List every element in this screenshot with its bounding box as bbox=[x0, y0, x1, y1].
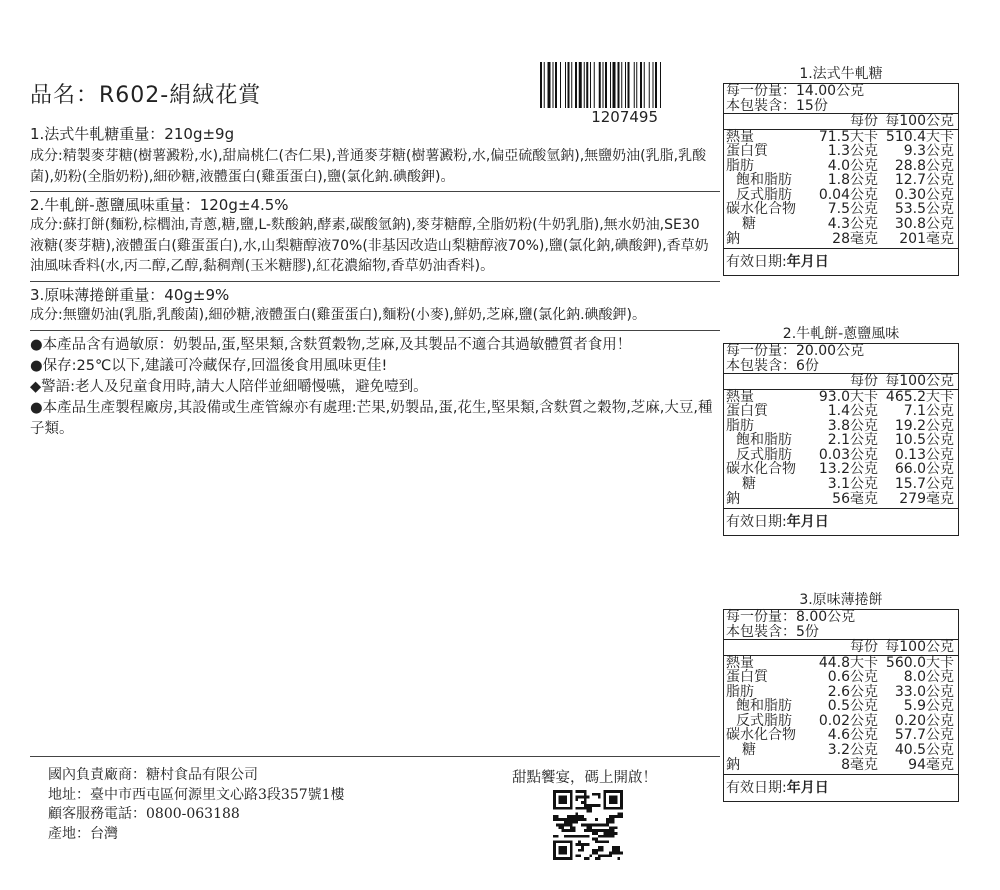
nutrient-name: 熱量 bbox=[726, 128, 754, 145]
per-100g-value: 465.2大卡 bbox=[885, 388, 954, 405]
per-100g-value: 19.2公克 bbox=[894, 417, 954, 434]
per-serving-value: 0.02公克 bbox=[818, 712, 878, 729]
nutrition-row bbox=[724, 232, 958, 247]
nutrient-name: 碳水化合物 bbox=[726, 201, 796, 218]
divider bbox=[30, 281, 720, 282]
per-serving-value: 93.0大卡 bbox=[818, 388, 878, 405]
qr-code-image bbox=[553, 790, 623, 860]
servings-per-package: 本包裝含：15份 bbox=[724, 99, 958, 115]
nutrient-name: 飽和脂肪 bbox=[736, 432, 792, 449]
servings-per-package: 本包裝含：6份 bbox=[724, 359, 958, 375]
per-100g-value: 0.20公克 bbox=[894, 712, 954, 729]
nutrition-row bbox=[724, 144, 958, 159]
allergen-warning: ●本產品含有過敏原：奶製品,蛋,堅果類,含麩質穀物,芝麻,及其製品不適合其過敏體質者食用！ bbox=[30, 337, 632, 353]
nutrient-name: 蛋白質 bbox=[726, 143, 768, 160]
nutrient-name: 鈉 bbox=[726, 490, 740, 507]
per-100g-value: 33.0公克 bbox=[894, 683, 954, 700]
expiry-date bbox=[724, 775, 958, 801]
per-serving-value: 28毫克 bbox=[832, 230, 878, 247]
per-100g-value: 8.0公克 bbox=[903, 669, 954, 686]
per-serving-value: 13.2公克 bbox=[818, 461, 878, 478]
panel-title: 2.牛軋餅-蔥鹽風味 bbox=[782, 326, 900, 342]
nutrient-name: 蛋白質 bbox=[726, 403, 768, 420]
barcode-image bbox=[540, 62, 712, 108]
nutrition-panel-3 bbox=[723, 592, 959, 802]
nutrient-name: 糖 bbox=[742, 476, 756, 493]
per-serving-value: 0.6公克 bbox=[827, 669, 878, 686]
serving-size: 每一份量：14.00公克 bbox=[726, 83, 865, 99]
per-serving-value: 71.5大卡 bbox=[818, 128, 878, 145]
panel-title: 3.原味薄捲餅 bbox=[799, 592, 883, 608]
per-serving-value: 1.4公克 bbox=[827, 403, 878, 420]
servings-per-package: 本包裝含：5份 bbox=[724, 625, 958, 641]
ingredient-2-title: 2.牛軋餅-蔥鹽風味重量：120g±4.5% bbox=[30, 196, 289, 214]
per-serving-value: 0.04公克 bbox=[818, 186, 878, 203]
per-serving-value: 7.5公克 bbox=[827, 201, 878, 218]
ingredients-section bbox=[30, 124, 720, 440]
per-serving-header: 每份 bbox=[850, 113, 878, 129]
nutrition-row bbox=[724, 390, 958, 405]
expiry-date bbox=[724, 509, 958, 535]
nutrition-header-row bbox=[724, 374, 958, 390]
nutrient-name: 糖 bbox=[742, 742, 756, 759]
nutrient-name: 蛋白質 bbox=[726, 669, 768, 686]
per-100g-value: 510.4大卡 bbox=[885, 128, 954, 145]
nutrient-name: 脂肪 bbox=[726, 683, 754, 700]
per-serving-value: 3.2公克 bbox=[827, 742, 878, 759]
nutrition-panel-2 bbox=[723, 326, 959, 536]
per-100g-value: 30.8公克 bbox=[894, 216, 954, 233]
nutrition-header-row bbox=[724, 640, 958, 656]
per-100g-value: 94毫克 bbox=[908, 756, 954, 773]
nutrition-row bbox=[724, 404, 958, 419]
per-serving-value: 4.0公克 bbox=[827, 157, 878, 174]
divider bbox=[30, 330, 720, 331]
per-100g-value: 279毫克 bbox=[899, 490, 954, 507]
ingredient-1-title: 1.法式牛軋糖重量：210g±9g bbox=[30, 125, 235, 143]
nutrition-row bbox=[724, 670, 958, 685]
per-serving-value: 1.3公克 bbox=[827, 143, 878, 160]
nutrient-name: 碳水化合物 bbox=[726, 461, 796, 478]
nutrition-row bbox=[724, 130, 958, 145]
nutrition-row bbox=[724, 173, 958, 188]
ingredient-3-title: 3.原味薄捲餅重量：40g±9% bbox=[30, 285, 230, 304]
nutrition-row bbox=[724, 477, 958, 492]
nutrition-row bbox=[724, 699, 958, 714]
manufacturer-address: 地址：臺中市西屯區何源里文心路3段357號1樓 bbox=[48, 786, 345, 803]
per-100g-value: 10.5公克 bbox=[894, 432, 954, 449]
nutrition-table bbox=[723, 609, 959, 802]
per-100g-value: 57.7公克 bbox=[894, 727, 954, 744]
expiry-value: 年月日 bbox=[786, 780, 829, 797]
per-100g-header: 每100公克 bbox=[885, 373, 954, 389]
per-100g-value: 7.1公克 bbox=[903, 403, 954, 420]
per-serving-value: 56毫克 bbox=[832, 490, 878, 507]
nutrition-row bbox=[724, 217, 958, 232]
nutrient-name: 碳水化合物 bbox=[726, 727, 796, 744]
nutrition-row bbox=[724, 492, 958, 507]
nutrient-name: 飽和脂肪 bbox=[736, 698, 792, 715]
nutrient-name: 反式脂肪 bbox=[736, 712, 792, 729]
nutrient-name: 反式脂肪 bbox=[736, 446, 792, 463]
nutrition-rows bbox=[724, 130, 958, 250]
per-100g-header: 每100公克 bbox=[885, 113, 954, 129]
nutrient-name: 熱量 bbox=[726, 654, 754, 671]
per-serving-value: 1.8公克 bbox=[827, 172, 878, 189]
expiry-date bbox=[724, 249, 958, 275]
nutrition-table bbox=[723, 343, 959, 536]
product-name bbox=[30, 78, 261, 109]
per-serving-value: 3.8公克 bbox=[827, 417, 878, 434]
per-serving-value: 3.1公克 bbox=[827, 476, 878, 493]
per-serving-header: 每份 bbox=[850, 639, 878, 655]
nutrition-rows bbox=[724, 390, 958, 510]
per-serving-value: 4.3公克 bbox=[827, 216, 878, 233]
nutrition-row bbox=[724, 743, 958, 758]
nutrition-row bbox=[724, 758, 958, 773]
per-100g-value: 12.7公克 bbox=[894, 172, 954, 189]
per-serving-value: 44.8大卡 bbox=[818, 654, 878, 671]
serving-size: 每一份量：8.00公克 bbox=[726, 609, 856, 625]
slogan: 甜點饗宴，碼上開啟！ bbox=[512, 770, 657, 786]
product-name-value: R602-絹絨花賞 bbox=[99, 83, 262, 108]
choking-warning: ◆警語:老人及兒童食用時,請大人陪伴並細嚼慢嚥，避免噎到。 bbox=[30, 379, 428, 395]
storage-note: ●保存:25℃以下,建議可冷藏保存,回溫後食用風味更佳! bbox=[30, 358, 388, 374]
barcode-number: 1207495 bbox=[591, 108, 658, 126]
per-100g-header: 每100公克 bbox=[885, 639, 954, 655]
product-name-label: 品名： bbox=[30, 83, 100, 108]
nutrient-name: 鈉 bbox=[726, 230, 740, 247]
nutrient-name: 反式脂肪 bbox=[736, 186, 792, 203]
per-100g-value: 28.8公克 bbox=[894, 157, 954, 174]
per-100g-value: 53.5公克 bbox=[894, 201, 954, 218]
per-100g-value: 560.0大卡 bbox=[885, 654, 954, 671]
nutrition-row bbox=[724, 433, 958, 448]
per-100g-value: 5.9公克 bbox=[903, 698, 954, 715]
nutrient-name: 熱量 bbox=[726, 388, 754, 405]
serving-size: 每一份量：20.00公克 bbox=[726, 343, 865, 359]
per-100g-value: 9.3公克 bbox=[903, 143, 954, 160]
per-serving-value: 4.6公克 bbox=[827, 727, 878, 744]
nutrient-name: 鈉 bbox=[726, 756, 740, 773]
expiry-label: 有效日期: bbox=[726, 780, 787, 797]
nutrient-name: 糖 bbox=[742, 216, 756, 233]
nutrient-name: 脂肪 bbox=[726, 417, 754, 434]
ingredient-2-body: 成分:蘇打餅(麵粉,棕櫚油,青蔥,糖,鹽,L-麩酸鈉,酵素,碳酸氫鈉),麥芽糖醇,全脂奶粉(牛奶乳脂),無水奶油,SE30液糖(麥芽糖),液體蛋白(雞蛋蛋白),水,山梨糖醇液70%(非基因改造山梨糖醇液70%),鹽(氯化鈉,碘酸鉀),香草奶油風味香料(水,丙二醇,乙醇,黏稠劑(玉米糖膠),紅花濃縮物,香草奶油香料)。 bbox=[30, 217, 709, 274]
expiry-label: 有效日期: bbox=[726, 254, 787, 271]
nutrition-header-row bbox=[724, 114, 958, 130]
ingredient-3-body: 成分:無鹽奶油(乳脂,乳酸菌),細砂糖,液體蛋白(雞蛋蛋白),麵粉(小麥),鮮奶,芝麻,鹽(氯化鈉.碘酸鉀)。 bbox=[30, 306, 647, 323]
per-serving-value: 2.1公克 bbox=[827, 432, 878, 449]
nutrition-table bbox=[723, 83, 959, 276]
per-100g-value: 0.30公克 bbox=[894, 186, 954, 203]
per-100g-value: 66.0公克 bbox=[894, 461, 954, 478]
manufacturer-info bbox=[48, 766, 345, 844]
per-100g-value: 15.7公克 bbox=[894, 476, 954, 493]
expiry-label: 有效日期: bbox=[726, 514, 787, 531]
expiry-value: 年月日 bbox=[786, 514, 829, 531]
nutrient-name: 脂肪 bbox=[726, 157, 754, 174]
nutrition-panel-1 bbox=[723, 66, 959, 276]
nutrition-rows bbox=[724, 656, 958, 776]
per-serving-header: 每份 bbox=[850, 373, 878, 389]
expiry-value: 年月日 bbox=[786, 254, 829, 271]
ingredient-1-body: 成分:精製麥芽糖(樹薯澱粉,水),甜扁桃仁(杏仁果),普通麥芽糖(樹薯澱粉,水,偏亞硫酸氫鈉),無鹽奶油(乳脂,乳酸菌),奶粉(全脂奶粉),細砂糖,液體蛋白(雞蛋蛋白),鹽(氯化鈉.碘酸鉀)。 bbox=[30, 148, 707, 185]
divider bbox=[30, 191, 720, 192]
nutrition-row bbox=[724, 656, 958, 671]
manufacturer-name: 國內負責廠商：糖村食品有限公司 bbox=[48, 767, 258, 783]
nutrient-name: 飽和脂肪 bbox=[736, 172, 792, 189]
per-100g-value: 201毫克 bbox=[899, 230, 954, 247]
footer-divider bbox=[30, 756, 720, 757]
panel-title: 1.法式牛軋糖 bbox=[799, 66, 883, 82]
nutrition-row bbox=[724, 462, 958, 477]
per-serving-value: 0.03公克 bbox=[818, 446, 878, 463]
per-serving-value: 0.5公克 bbox=[827, 698, 878, 715]
customer-service-phone: 顧客服務電話：0800-063188 bbox=[48, 806, 240, 822]
per-serving-value: 8毫克 bbox=[841, 756, 878, 773]
origin: 產地：台灣 bbox=[48, 825, 118, 842]
nutrition-row bbox=[724, 728, 958, 743]
nutrition-row bbox=[724, 202, 958, 217]
per-100g-value: 0.13公克 bbox=[894, 446, 954, 463]
per-serving-value: 2.6公克 bbox=[827, 683, 878, 700]
per-100g-value: 40.5公克 bbox=[894, 742, 954, 759]
facility-note: ●本產品生產製程廠房,其設備或生產管線亦有處理:芒果,奶製品,蛋,花生,堅果類,含麩質之穀物,芝麻,大豆,種子類。 bbox=[30, 400, 713, 437]
